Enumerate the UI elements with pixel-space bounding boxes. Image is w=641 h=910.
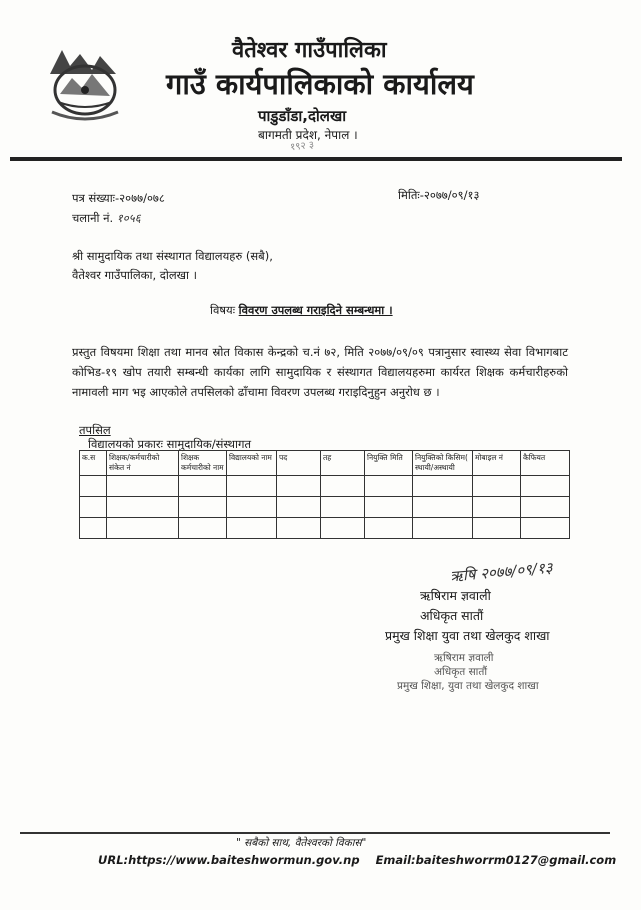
subject-label: विषयः (210, 303, 236, 317)
table-cell (80, 476, 107, 497)
handwritten-signature: ऋषि २०७७/०९/१३ (449, 558, 554, 586)
table-header-cell: नियुक्ति मिति (365, 451, 413, 476)
header-stamp-mark: १९२ ३ (289, 139, 315, 154)
subject-text: विवरण उपलब्ध गराइदिने सम्बन्धमा । (238, 303, 393, 317)
recipient-line-1: श्री सामुदायिक तथा संस्थागत विद्यालयहरु (सबै), (72, 249, 273, 263)
footer-url[interactable]: URL:https://www.baiteshwormun.gov.np (98, 853, 360, 867)
table-cell (179, 476, 227, 497)
table-cell (321, 476, 365, 497)
table-cell (80, 497, 107, 518)
municipality-emblem-icon (42, 44, 128, 122)
footer-email[interactable]: Email:baiteshworrm0127@gmail.com (375, 853, 617, 867)
table-header-cell: नियुक्तिको किसिम( स्थायी/अस्थायी (413, 451, 473, 476)
table-header-cell: पद (277, 451, 321, 476)
dispatch-number (72, 211, 141, 226)
table-header-row (80, 451, 570, 476)
table-header-cell: क.स (80, 451, 107, 476)
table-cell (413, 476, 473, 497)
table-cell (321, 497, 365, 518)
school-type-label: विद्यालयको प्रकारः सामुदायिक/संस्थागत (88, 437, 252, 451)
table-header-cell: शिक्षक/कर्मचारीको संकेत नं (107, 451, 179, 476)
table-cell (107, 476, 179, 497)
table-body (80, 476, 570, 539)
table-cell (277, 476, 321, 497)
footer-slogan: " सबैको साथ, वैतेश्वरको विकास" (236, 837, 367, 849)
table-header-cell: मोबाइल नं (473, 451, 521, 476)
table-cell (227, 518, 277, 539)
reference-number: पत्र संख्याः-२०७७/०७८ (72, 191, 165, 205)
table-cell (277, 497, 321, 518)
header-divider (10, 157, 622, 161)
table-cell (521, 497, 570, 518)
staff-details-table (79, 450, 570, 539)
table-cell (277, 518, 321, 539)
table-header-cell: तह (321, 451, 365, 476)
subject-line (210, 303, 393, 318)
table-cell (473, 497, 521, 518)
signature-stamp-section: प्रमुख शिक्षा, युवा तथा खेलकुद शाखा (397, 680, 539, 692)
office-province: बागमती प्रदेश, नेपाल । (258, 128, 358, 142)
table-cell (365, 497, 413, 518)
table-cell (521, 518, 570, 539)
letter-date: मितिः-२०७७/०९/१३ (398, 188, 480, 202)
table-cell (413, 518, 473, 539)
table-cell (80, 518, 107, 539)
table-cell (107, 497, 179, 518)
table-cell (413, 497, 473, 518)
office-address: पाडुडाँडा,दोलखा (258, 107, 347, 125)
table-cell (473, 476, 521, 497)
signatory-name: ऋषिराम ज्ञवाली (420, 588, 491, 603)
table-header-cell: विद्यालयको नाम (227, 451, 277, 476)
recipient-line-2: वैतेश्वर गाउँपालिका, दोलखा । (72, 268, 198, 282)
table-cell (227, 497, 277, 518)
signature-stamp-name: ऋषिराम ज्ञवाली (434, 652, 494, 664)
office-name: वैतेश्वर गाउँपालिका (232, 38, 387, 63)
letter-body: प्रस्तुत विषयमा शिक्षा तथा मानव स्रोत विकास केन्द्रको च.नं ७२, मिति २०७७/०९/०९ पत्रानुसार स्वास्थ्य सेवा विभागबाट कोभिड-१९ खोप तयारी सम्बन्धी कार्यका लागि सामुदायिक र संस्थागत विद्यालयहरुमा कार्यरत शिक्षक कर्मचारीहरुको नामावली माग भइ आएकोले तपसिलको ढाँचामा विवरण उपलब्ध गराइदिनुहुन अनुरोध छ । (72, 345, 568, 399)
dispatch-value: १०५६ (116, 211, 141, 225)
table-cell (521, 476, 570, 497)
table-row (80, 497, 570, 518)
table-row (80, 518, 570, 539)
signatory-post: अधिकृत सातौं (420, 608, 484, 623)
annex-label: तपसिल (79, 423, 111, 437)
table-cell (365, 518, 413, 539)
table-cell (107, 518, 179, 539)
table-cell (321, 518, 365, 539)
office-title: गाउँ कार्यपालिकाको कार्यालय (166, 67, 474, 101)
signature-stamp-post: अधिकृत सातौं (434, 666, 488, 678)
table-cell (473, 518, 521, 539)
signatory-section: प्रमुख शिक्षा युवा तथा खेलकुद शाखा (385, 628, 550, 643)
footer-contact (98, 853, 616, 867)
footer-divider (20, 832, 610, 834)
table-header-cell: शिक्षक कर्मचारीको नाम (179, 451, 227, 476)
table-cell (365, 476, 413, 497)
table-header-cell: कैफियत (521, 451, 570, 476)
table-cell (179, 518, 227, 539)
table-row (80, 476, 570, 497)
table-cell (179, 497, 227, 518)
dispatch-label: चलानी नं. (72, 211, 114, 225)
table-cell (227, 476, 277, 497)
